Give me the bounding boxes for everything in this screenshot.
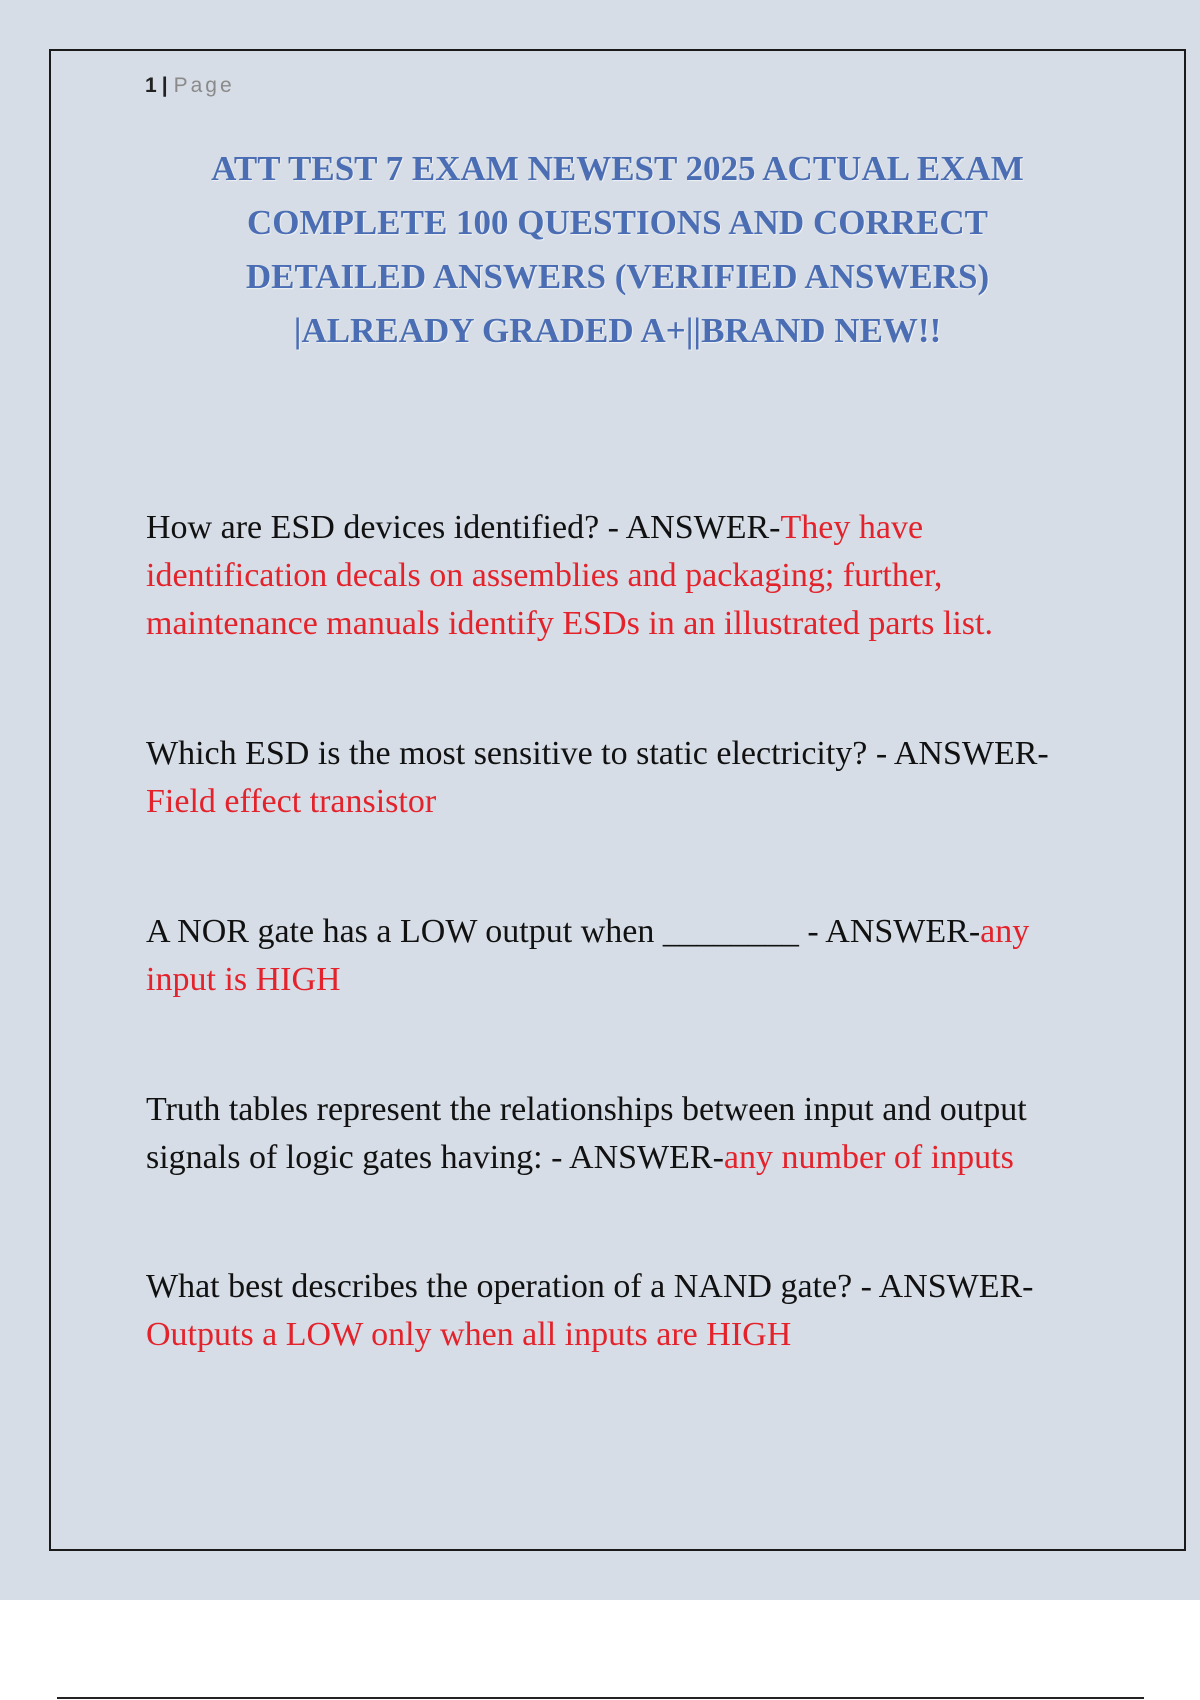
question-text: What best describes the operation of a NAND gate? - ANSWER- xyxy=(146,1268,1034,1305)
answer-text: any input is HIGH xyxy=(146,913,1030,998)
page-number-header xyxy=(145,74,235,98)
page-label: Page xyxy=(173,74,235,97)
question-answer-item xyxy=(146,1086,1096,1182)
title-line: COMPLETE 100 QUESTIONS AND CORRECT xyxy=(247,203,988,242)
page-number: 1 xyxy=(145,74,157,97)
title-line: DETAILED ANSWERS (VERIFIED ANSWERS) xyxy=(245,257,990,296)
question-text: Which ESD is the most sensitive to static electricity? - ANSWER- xyxy=(146,735,1049,772)
question-text: Truth tables represent the relationships between input and output signals of logic gates having: - ANSWER- xyxy=(146,1091,1027,1176)
answer-text: They have identification decals on assemblies and packaging; further, maintenance manuals identify ESDs in an illustrated parts list. xyxy=(146,509,993,642)
question-answer-item xyxy=(146,504,1096,648)
footer-divider xyxy=(57,1697,1144,1699)
page-number-separator: | xyxy=(161,74,168,97)
answer-text: Field effect transistor xyxy=(146,783,437,820)
title-line: ATT TEST 7 EXAM NEWEST 2025 ACTUAL EXAM xyxy=(211,149,1024,188)
title-line: |ALREADY GRADED A+||BRAND NEW!! xyxy=(293,311,942,350)
question-answer-item xyxy=(146,908,1096,1004)
question-answer-item xyxy=(146,730,1096,826)
question-text: How are ESD devices identified? - ANSWER- xyxy=(146,509,781,546)
answer-text: Outputs a LOW only when all inputs are HIGH xyxy=(146,1316,792,1353)
document-title xyxy=(150,142,1085,358)
question-text: A NOR gate has a LOW output when ________ - ANSWER- xyxy=(146,913,981,950)
question-answer-item xyxy=(146,1263,1096,1359)
answer-text: any number of inputs xyxy=(723,1139,1014,1176)
